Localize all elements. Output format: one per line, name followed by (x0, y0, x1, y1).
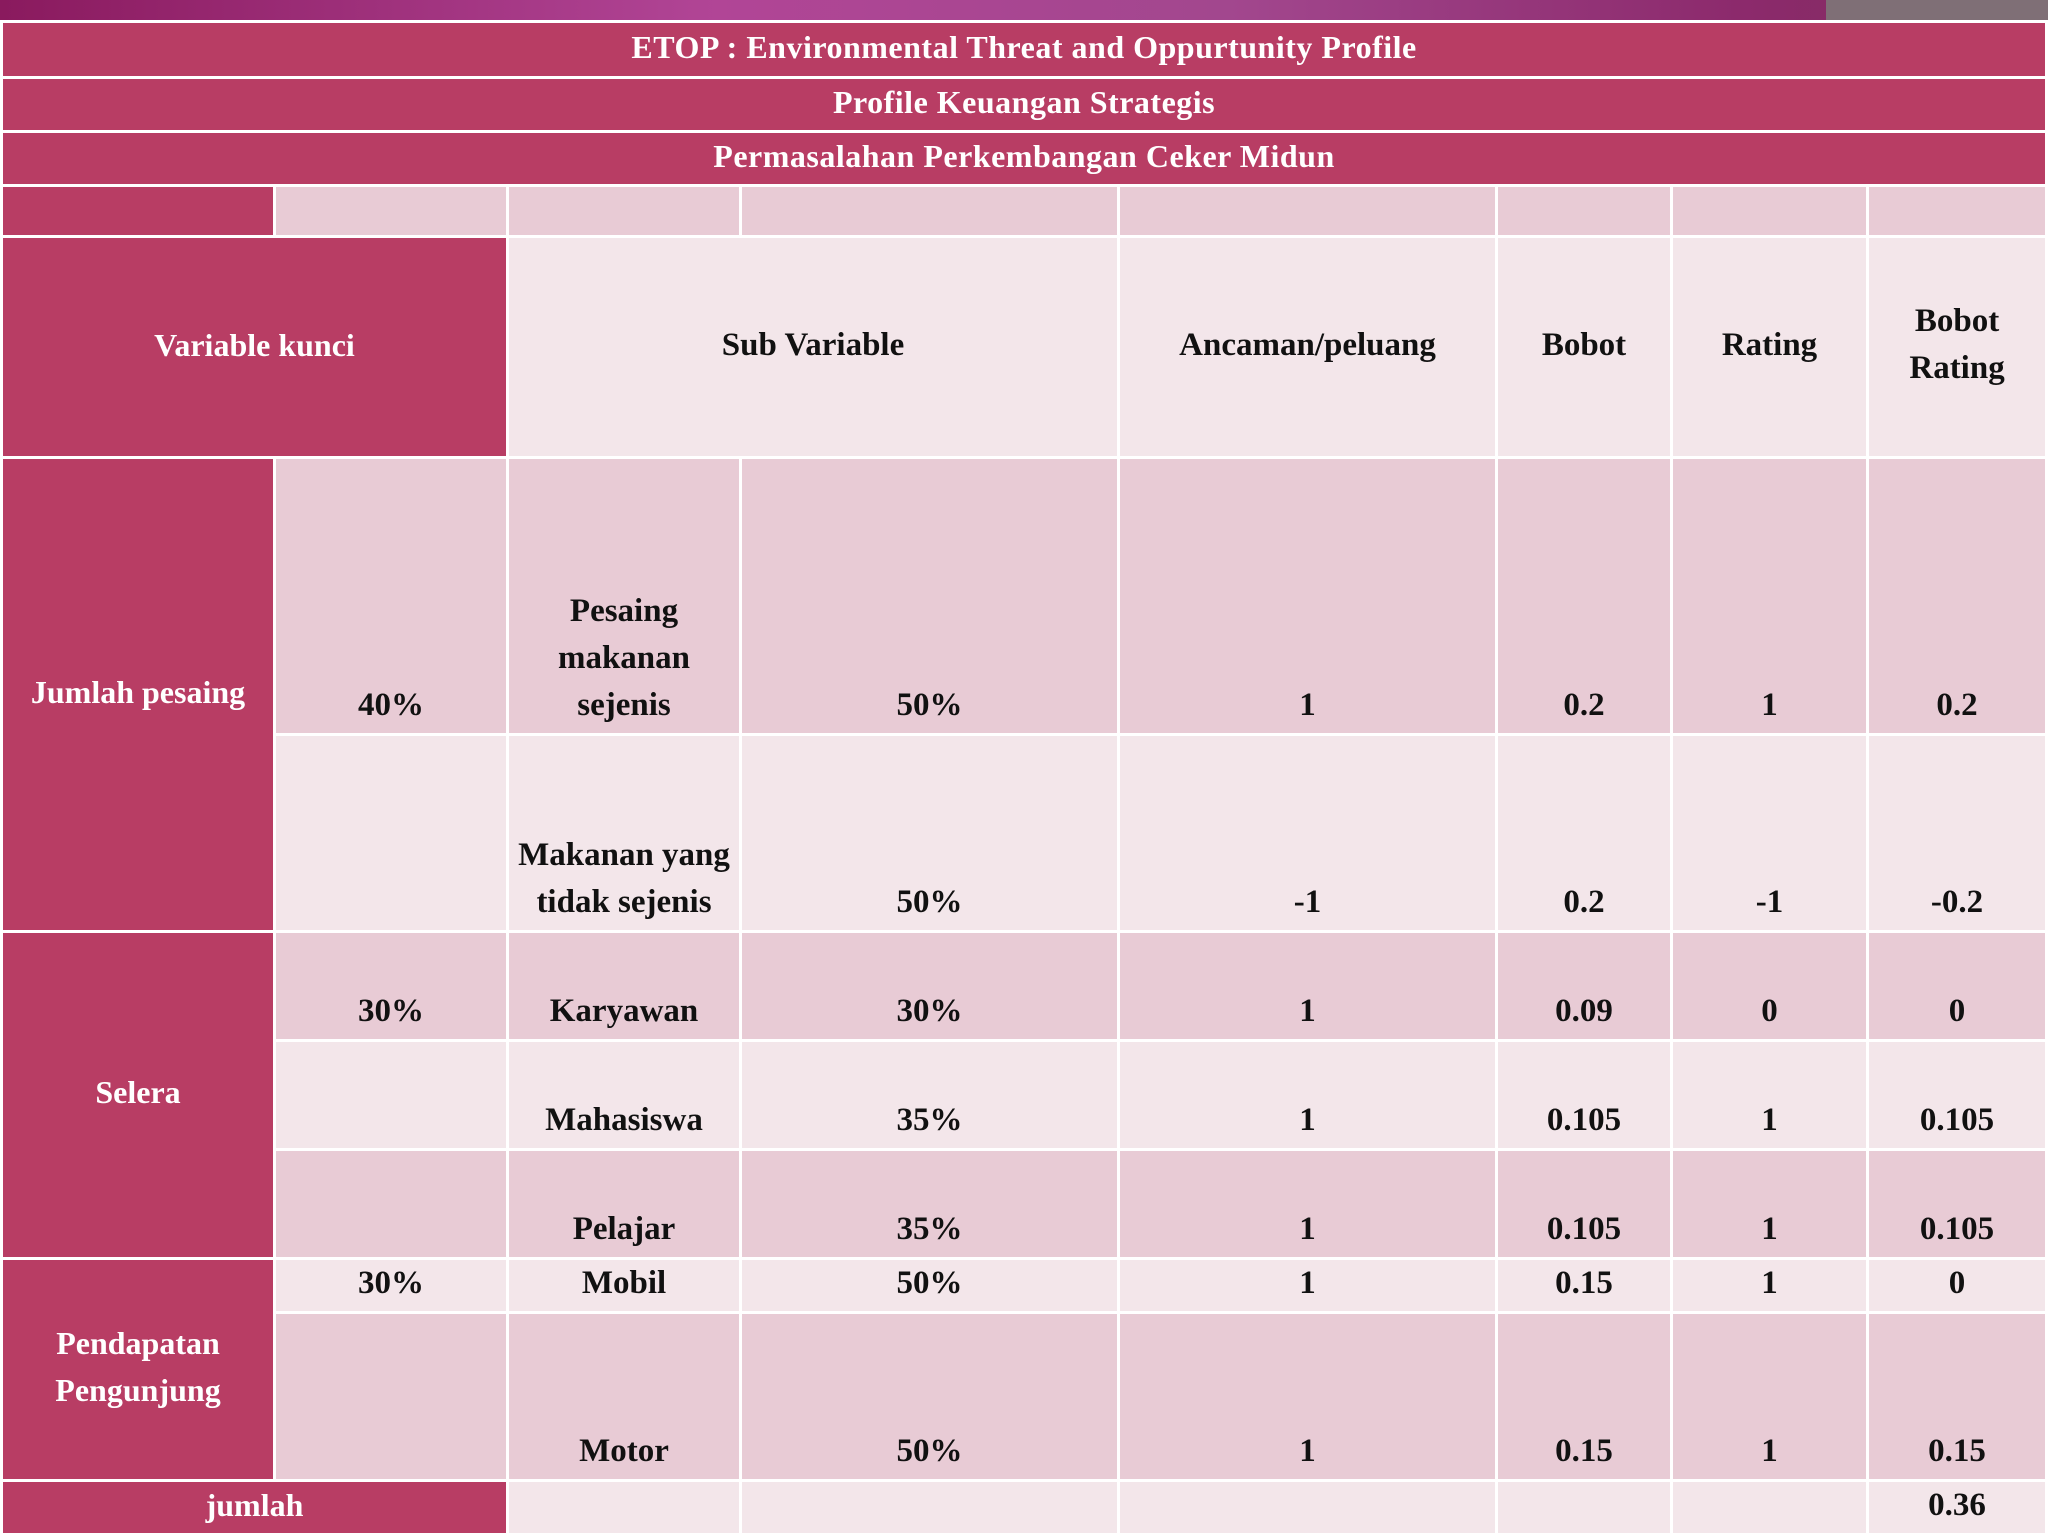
bobot-rating-cell: 0.105 (1869, 1151, 2045, 1257)
table-row (3, 933, 2045, 1039)
table-topic: Permasalahan Perkembangan Ceker Midun (3, 133, 2045, 184)
sub-variable-pct-cell: 35% (742, 1151, 1117, 1257)
table-row (3, 1151, 2045, 1257)
header-rating: Rating (1673, 238, 1866, 456)
bobot-cell: 0.2 (1498, 736, 1670, 929)
bobot-cell: 0.105 (1498, 1042, 1670, 1148)
jumlah-total: 0.36 (1869, 1482, 2045, 1533)
variable-weight-cell (276, 1151, 506, 1257)
ancaman-cell: 1 (1120, 1042, 1495, 1148)
table-title: ETOP : Environmental Threat and Oppurtunity Profile (3, 23, 2045, 76)
table-row (3, 736, 2045, 929)
rating-cell: 0 (1673, 933, 1866, 1039)
spacer-cell (1869, 187, 2045, 235)
ancaman-cell: 1 (1120, 459, 1495, 733)
table-row (3, 1260, 2045, 1311)
footer-empty-cell (1498, 1482, 1670, 1533)
ancaman-cell: 1 (1120, 933, 1495, 1039)
bobot-rating-cell: 0.2 (1869, 459, 2045, 733)
table-subtitle: Profile Keuangan Strategis (3, 79, 2045, 130)
top-accent-bar (0, 0, 2048, 20)
spacer-cell (509, 187, 739, 235)
variable-weight-cell: 30% (276, 1260, 506, 1311)
footer-empty-cell (1120, 1482, 1495, 1533)
variable-key-cell: Pendapatan Pengunjung (3, 1260, 273, 1479)
rating-cell: -1 (1673, 736, 1866, 929)
sub-variable-cell: Karyawan (509, 933, 739, 1039)
table-row (3, 1314, 2045, 1479)
footer-empty-cell (1673, 1482, 1866, 1533)
bobot-cell: 0.15 (1498, 1260, 1670, 1311)
sub-variable-pct-cell: 50% (742, 1314, 1117, 1479)
spacer-cell (742, 187, 1117, 235)
header-sub-variable: Sub Variable (509, 238, 1117, 456)
bobot-rating-cell: 0.105 (1869, 1042, 2045, 1148)
sub-variable-pct-cell: 35% (742, 1042, 1117, 1148)
header-row (3, 238, 2045, 456)
header-ancaman-peluang: Ancaman/peluang (1120, 238, 1495, 456)
variable-weight-cell: 30% (276, 933, 506, 1039)
variable-weight-cell (276, 1042, 506, 1148)
table-row (3, 459, 2045, 733)
footer-row (3, 1482, 2045, 1533)
variable-key-cell: Jumlah pesaing (3, 459, 273, 929)
header-variable-kunci: Variable kunci (3, 238, 506, 456)
bobot-rating-cell: -0.2 (1869, 736, 2045, 929)
header-bobot-rating: Bobot Rating (1869, 238, 2045, 456)
spacer-cell (3, 187, 273, 235)
spacer-cell (276, 187, 506, 235)
spacer-cell (1498, 187, 1670, 235)
spacer-row (3, 187, 2045, 235)
variable-weight-cell: 40% (276, 459, 506, 733)
variable-weight-cell (276, 1314, 506, 1479)
sub-variable-cell: Pelajar (509, 1151, 739, 1257)
bobot-rating-cell: 0 (1869, 933, 2045, 1039)
jumlah-label: jumlah (3, 1482, 506, 1533)
rating-cell: 1 (1673, 1042, 1866, 1148)
etop-table (0, 20, 2048, 1536)
top-accent-tab (1826, 0, 2048, 20)
variable-weight-cell (276, 736, 506, 929)
header-bobot: Bobot (1498, 238, 1670, 456)
sub-variable-cell: Mahasiswa (509, 1042, 739, 1148)
sub-variable-pct-cell: 50% (742, 736, 1117, 929)
rating-cell: 1 (1673, 1314, 1866, 1479)
spacer-cell (1120, 187, 1495, 235)
sub-variable-cell: Motor (509, 1314, 739, 1479)
sub-variable-pct-cell: 30% (742, 933, 1117, 1039)
bobot-cell: 0.15 (1498, 1314, 1670, 1479)
sub-variable-cell: Mobil (509, 1260, 739, 1311)
rating-cell: 1 (1673, 1260, 1866, 1311)
ancaman-cell: 1 (1120, 1260, 1495, 1311)
footer-empty-cell (509, 1482, 739, 1533)
table-row (3, 1042, 2045, 1148)
ancaman-cell: -1 (1120, 736, 1495, 929)
variable-key-cell: Selera (3, 933, 273, 1257)
sub-variable-cell: Pesaing makanan sejenis (509, 459, 739, 733)
bobot-cell: 0.2 (1498, 459, 1670, 733)
spacer-cell (1673, 187, 1866, 235)
bobot-rating-cell: 0.15 (1869, 1314, 2045, 1479)
bobot-cell: 0.105 (1498, 1151, 1670, 1257)
bobot-rating-cell: 0 (1869, 1260, 2045, 1311)
sub-variable-pct-cell: 50% (742, 1260, 1117, 1311)
sub-variable-cell: Makanan yang tidak sejenis (509, 736, 739, 929)
ancaman-cell: 1 (1120, 1314, 1495, 1479)
ancaman-cell: 1 (1120, 1151, 1495, 1257)
sub-variable-pct-cell: 50% (742, 459, 1117, 733)
bobot-cell: 0.09 (1498, 933, 1670, 1039)
rating-cell: 1 (1673, 1151, 1866, 1257)
rating-cell: 1 (1673, 459, 1866, 733)
footer-empty-cell (742, 1482, 1117, 1533)
